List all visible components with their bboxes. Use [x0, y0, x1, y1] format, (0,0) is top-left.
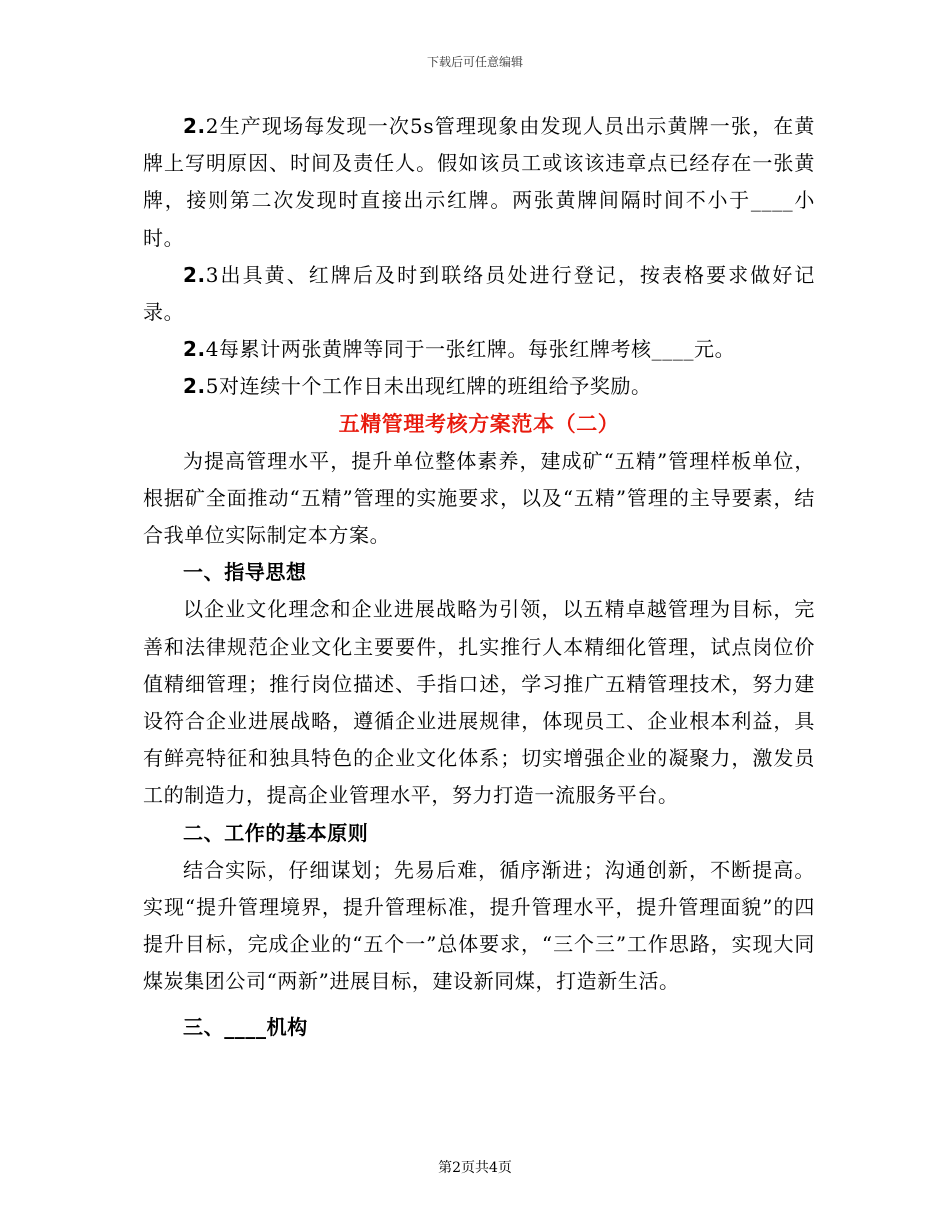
clause-text: 5对连续十个工作日未出现红牌的班组给予奖励。	[205, 374, 652, 399]
clause-2-4	[143, 331, 815, 368]
document-title: 五精管理考核方案范本（二）	[338, 411, 620, 436]
clause-text: 4每累计两张黄牌等同于一张红牌。每张红牌考核____元。	[205, 337, 736, 362]
clause-text: 3出具黄、红牌后及时到联络员处进行登记，按表格要求做好记录。	[143, 262, 815, 325]
section-body-basic-principles: 结合实际，仔细谋划；先易后难，循序渐进；沟通创新，不断提高。实现“提升管理境界，提升管理标准，提升管理水平，提升管理面貌”的四提升目标，完成企业的“五个一”总体要求，“三个三”工作思路，实现大同煤炭集团公司“两新”进展目标，建设新同煤，打造新生活。	[143, 857, 815, 994]
section-heading-basic-principles: 二、工作的基本原则	[183, 820, 369, 845]
section-heading-organization: 三、____机构	[183, 1014, 308, 1039]
page-header: 下载后可任意编辑	[426, 55, 523, 69]
clause-text: 2生产现场每发现一次5s管理现象由发现人员出示黄牌一张，在黄牌上写明原因、时间及责任人。假如该员工或该该违章点已经存在一张黄牌，接则第二次发现时直接出示红牌。两张黄牌间隔时间不小于____小时。	[143, 114, 815, 250]
clause-2-3	[143, 257, 815, 331]
clause-2-2	[143, 108, 815, 257]
clause-number: 2.	[183, 262, 206, 287]
section-heading-guiding-thought: 一、指导思想	[183, 560, 307, 585]
clause-number: 2.	[183, 114, 206, 138]
clause-number: 2.	[183, 374, 206, 399]
clause-number: 2.	[183, 337, 206, 362]
page-footer: 第2页共4页	[438, 1160, 512, 1176]
intro-paragraph: 为提高管理水平，提升单位整体素养，建成矿“五精”管理样板单位，根据矿全面推动“五精”管理的实施要求，以及“五精”管理的主导要素，结合我单位实际制定本方案。	[143, 448, 815, 548]
clause-2-5	[143, 368, 815, 405]
section-body-guiding-thought: 以企业文化理念和企业进展战略为引领，以五精卓越管理为目标，完善和法律规范企业文化主要要件，扎实推行人本精细化管理，试点岗位价值精细管理；推行岗位描述、手指口述，学习推广五精管理技术，努力建设符合企业进展战略，遵循企业进展规律，体现员工、企业根本利益，具有鲜亮特征和独具特色的企业文化体系；切实增强企业的凝聚力，激发员工的制造力，提高企业管理水平，努力打造一流服务平台。	[143, 597, 815, 808]
page-content	[143, 108, 815, 1046]
